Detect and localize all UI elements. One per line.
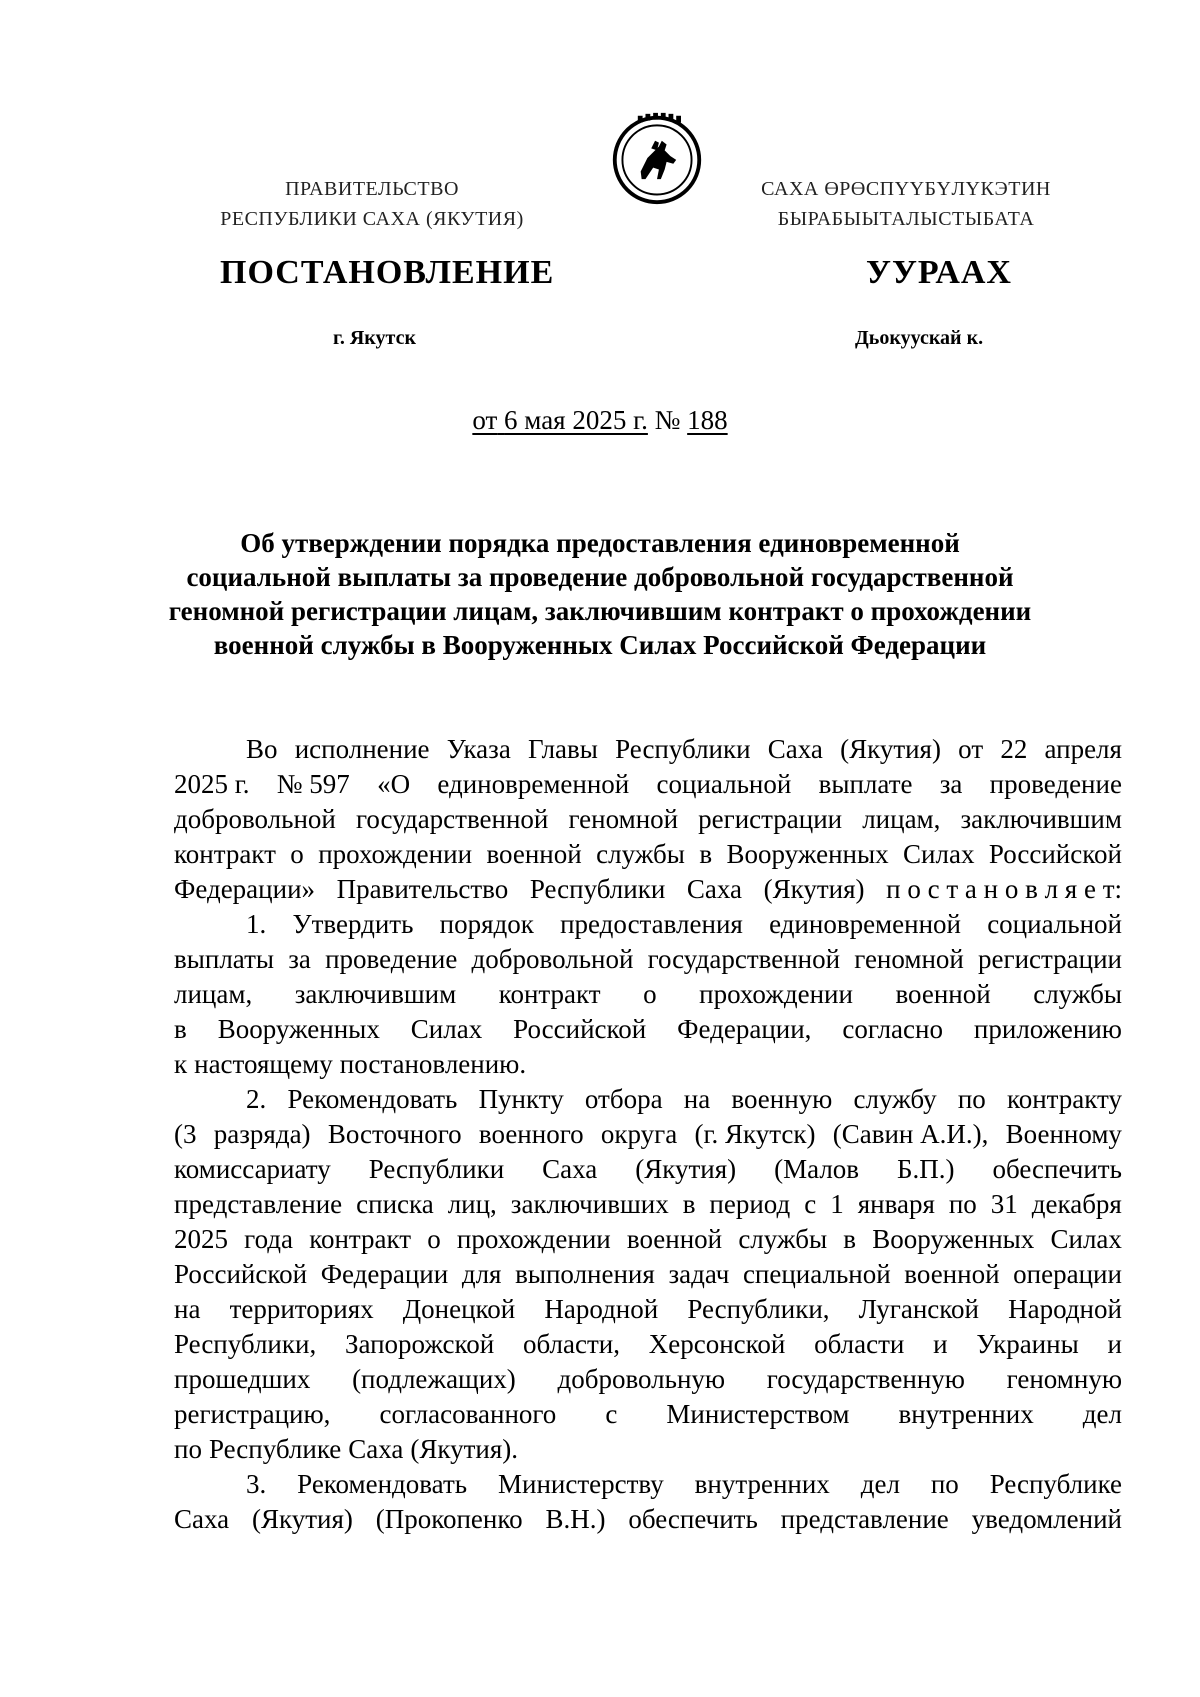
body-word: 2025 xyxy=(174,1224,228,1254)
body-word: представление xyxy=(780,1504,949,1534)
document-body xyxy=(174,732,1122,1537)
body-word: прошедших xyxy=(174,1364,311,1394)
body-word: представление xyxy=(174,1189,343,1219)
body-word: дел xyxy=(860,1469,900,1499)
body-word: на xyxy=(174,1294,201,1324)
body-word: проведение xyxy=(325,944,458,974)
body-word: социальной xyxy=(656,769,792,799)
body-word: лиц, xyxy=(447,1189,497,1219)
body-word: Рекомендовать xyxy=(297,1469,468,1499)
body-word: геномной xyxy=(568,804,679,834)
body-word: Российской xyxy=(174,1259,308,1289)
doc-type-yakut: УУРААХ xyxy=(866,254,1012,291)
body-word: Российской xyxy=(988,839,1122,869)
body-line xyxy=(174,1432,1122,1467)
body-line xyxy=(174,1047,1122,1082)
body-word: прохождении xyxy=(318,839,473,869)
body-word: Вооруженных xyxy=(217,1014,380,1044)
body-word: службы xyxy=(596,839,685,869)
body-word: Министерством xyxy=(666,1399,850,1429)
body-word: 2025 г. xyxy=(174,769,250,799)
body-word: от xyxy=(958,734,984,764)
body-word: внутренних xyxy=(694,1469,830,1499)
body-word: к xyxy=(174,1049,188,1079)
body-word: Во xyxy=(246,734,278,764)
body-word: в xyxy=(699,839,713,869)
body-word: (Якутия). xyxy=(410,1434,519,1464)
body-word: 22 xyxy=(1000,734,1028,764)
body-word: Саха xyxy=(348,1434,404,1464)
government-name-russian xyxy=(172,174,572,234)
body-word: единовременной xyxy=(769,909,961,939)
body-word: согласно xyxy=(842,1014,943,1044)
body-word: службы xyxy=(738,1224,828,1254)
body-line xyxy=(174,802,1122,837)
body-line xyxy=(174,1012,1122,1047)
body-word: Федерации xyxy=(320,1259,449,1289)
body-line xyxy=(174,1327,1122,1362)
body-word: (Якутия) xyxy=(840,734,941,764)
body-word: контракт xyxy=(174,839,276,869)
body-word: (Якутия) xyxy=(635,1154,737,1184)
body-word: п о с т а н о в л я е т: xyxy=(886,874,1122,904)
body-line xyxy=(174,1397,1122,1432)
body-word: территориях xyxy=(229,1294,374,1324)
body-word: области, xyxy=(522,1329,620,1359)
body-word: разряда) xyxy=(213,1119,311,1149)
body-word: задач xyxy=(668,1259,730,1289)
body-word: Утвердить xyxy=(292,909,414,939)
body-word: Республике xyxy=(208,1434,342,1464)
body-line xyxy=(174,1187,1122,1222)
body-word: Республики, xyxy=(174,1329,317,1359)
body-word: добровольной xyxy=(174,804,336,834)
header-left-line-1: ПРАВИТЕЛЬСТВО xyxy=(285,178,459,200)
body-line xyxy=(174,872,1122,907)
body-word: по xyxy=(948,1189,977,1219)
body-word: и xyxy=(933,1329,948,1359)
body-word: (Якутия) xyxy=(251,1504,353,1534)
body-word: Б.П.) xyxy=(897,1154,955,1184)
body-word: заключившим xyxy=(294,979,457,1009)
body-word: добровольной xyxy=(471,944,634,974)
document-number: 188 xyxy=(687,405,728,435)
body-word: дел xyxy=(1082,1399,1122,1429)
body-word: государственную xyxy=(766,1364,965,1394)
body-word: Российской xyxy=(513,1014,647,1044)
title-line: военной службы в Вооруженных Силах Российской Федерации xyxy=(213,630,987,660)
body-word: регистрации xyxy=(698,804,843,834)
body-word: геномной xyxy=(854,944,964,974)
body-word: с xyxy=(605,1399,618,1429)
body-word: военной xyxy=(626,1224,723,1254)
body-word: (3 xyxy=(174,1119,197,1149)
body-word: за xyxy=(288,944,311,974)
body-word: Народной xyxy=(544,1294,659,1324)
body-word: (подлежащих) xyxy=(352,1364,516,1394)
body-word: регистрации xyxy=(978,944,1122,974)
body-word: государственной xyxy=(355,804,549,834)
body-word: (г. Якутск) xyxy=(694,1119,816,1149)
body-word: Пункту xyxy=(478,1084,564,1114)
body-word: единовременной xyxy=(437,769,630,799)
body-word: внутренних xyxy=(898,1399,1034,1429)
body-word: заключивших xyxy=(510,1189,669,1219)
body-word: выполнения xyxy=(515,1259,655,1289)
body-word: округа xyxy=(600,1119,678,1149)
body-word: Саха xyxy=(174,1504,230,1534)
body-word: Министерству xyxy=(498,1469,664,1499)
body-word: о xyxy=(427,1224,441,1254)
document-title xyxy=(150,526,1050,662)
body-line xyxy=(174,1222,1122,1257)
government-name-yakut xyxy=(706,174,1106,234)
body-word: контракт xyxy=(498,979,601,1009)
body-word: Главы xyxy=(528,734,598,764)
title-line: геномной регистрации лицам, заключившим контракт о прохождении xyxy=(168,596,1032,626)
body-word: контракт xyxy=(309,1224,412,1254)
body-word: военного xyxy=(478,1119,584,1149)
body-word: для xyxy=(461,1259,502,1289)
body-word: 2. xyxy=(246,1084,267,1114)
document-date-number xyxy=(0,405,1200,436)
body-word: 1 xyxy=(830,1189,844,1219)
header-left-line-2: РЕСПУБЛИКИ САХА (ЯКУТИЯ) xyxy=(220,208,524,230)
body-word: военной xyxy=(895,979,991,1009)
body-word: Запорожской xyxy=(344,1329,495,1359)
number-sign: № xyxy=(654,405,681,435)
body-word: января xyxy=(857,1189,935,1219)
body-word: по xyxy=(957,1084,986,1114)
body-word: Народной xyxy=(1008,1294,1122,1324)
body-word: операции xyxy=(1013,1259,1122,1289)
body-line xyxy=(174,942,1122,977)
body-word: 3. xyxy=(246,1469,267,1499)
body-word: № 597 xyxy=(276,769,350,799)
body-word: государственной xyxy=(647,944,841,974)
body-line xyxy=(174,1257,1122,1292)
body-word: специальной xyxy=(742,1259,891,1289)
body-word: предоставления xyxy=(560,909,743,939)
body-word: заключившим xyxy=(960,804,1122,834)
body-word: Саха xyxy=(767,734,823,764)
body-word: проведение xyxy=(989,769,1122,799)
body-word: лицам, xyxy=(174,979,253,1009)
body-word: 1. xyxy=(246,909,267,939)
body-word: Украины xyxy=(976,1329,1079,1359)
body-word: списка xyxy=(356,1189,434,1219)
body-word: постановлению. xyxy=(339,1049,527,1079)
body-line xyxy=(174,977,1122,1012)
body-line xyxy=(174,907,1122,942)
body-word: обеспечить xyxy=(628,1504,758,1534)
doc-type-russian: ПОСТАНОВЛЕНИЕ xyxy=(220,254,555,291)
body-word: Силах xyxy=(903,839,975,869)
body-word: (Савин А.И.), xyxy=(832,1119,989,1149)
body-word: исполнение xyxy=(294,734,430,764)
body-word: по xyxy=(174,1434,202,1464)
body-line xyxy=(174,1152,1122,1187)
body-word: военной xyxy=(486,839,582,869)
body-word: на xyxy=(683,1084,711,1114)
body-word: Федерации» xyxy=(174,874,316,904)
header-right-line-2: БЫРАБЫЫТАЛЫСТЫБАТА xyxy=(777,208,1035,230)
body-line xyxy=(174,1467,1122,1502)
body-line xyxy=(174,1082,1122,1117)
coat-of-arms-emblem xyxy=(609,110,705,206)
body-word: декабря xyxy=(1031,1189,1122,1219)
body-word: о xyxy=(643,979,657,1009)
body-word: по xyxy=(930,1469,959,1499)
body-word: Саха xyxy=(686,874,743,904)
body-word: Херсонской xyxy=(648,1329,786,1359)
body-line xyxy=(174,1292,1122,1327)
title-line: социальной выплаты за проведение добровольной государственной xyxy=(186,562,1014,592)
body-word: прохождении xyxy=(456,1224,611,1254)
body-word: обеспечить xyxy=(992,1154,1122,1184)
city-yakut: Дьокуускай к. xyxy=(855,327,984,349)
body-word: настоящему xyxy=(194,1049,333,1079)
body-line xyxy=(174,1117,1122,1152)
body-word: В.Н.) xyxy=(545,1504,606,1534)
body-word: комиссариату xyxy=(174,1154,331,1184)
body-word: Федерации, xyxy=(677,1014,812,1044)
body-word: в xyxy=(843,1224,857,1254)
body-word: Вооруженных xyxy=(872,1224,1035,1254)
body-word: уведомлений xyxy=(971,1504,1122,1534)
body-line xyxy=(174,1362,1122,1397)
date-text: 6 мая 2025 г. xyxy=(504,405,648,435)
city-russian: г. Якутск xyxy=(333,327,416,349)
body-word: службу xyxy=(853,1084,937,1114)
body-line xyxy=(174,732,1122,767)
body-word: Военному xyxy=(1005,1119,1122,1149)
body-word: порядок xyxy=(439,909,534,939)
body-word: Силах xyxy=(1050,1224,1122,1254)
body-word: Республики xyxy=(368,1154,505,1184)
body-word: (Якутия) xyxy=(763,874,865,904)
body-word: Восточного xyxy=(327,1119,462,1149)
body-word: добровольную xyxy=(557,1364,726,1394)
body-word: контракту xyxy=(1006,1084,1122,1114)
body-line xyxy=(174,767,1122,802)
body-word: отбора xyxy=(584,1084,663,1114)
body-word: военной xyxy=(904,1259,1000,1289)
body-word: Указа xyxy=(446,734,511,764)
title-line: Об утверждении порядка предоставления единовременной xyxy=(240,528,960,558)
body-word: с xyxy=(804,1189,817,1219)
body-word: лицам, xyxy=(862,804,941,834)
body-word: приложению xyxy=(973,1014,1122,1044)
body-word: Силах xyxy=(410,1014,483,1044)
body-word: регистрацию, xyxy=(174,1399,331,1429)
body-word: согласованного xyxy=(379,1399,557,1429)
body-word: в xyxy=(682,1189,696,1219)
body-word: Республики xyxy=(615,734,751,764)
body-word: 31 xyxy=(990,1189,1018,1219)
header-right-line-1: САХА ӨРӨСПҮҮБҮЛҮКЭТИН xyxy=(761,178,1051,200)
body-word: (Прокопенко xyxy=(375,1504,523,1534)
body-word: в xyxy=(174,1014,187,1044)
body-word: и xyxy=(1107,1329,1122,1359)
body-word: года xyxy=(244,1224,294,1254)
body-word: период xyxy=(709,1189,791,1219)
body-word: Саха xyxy=(542,1154,598,1184)
body-word: Республики, xyxy=(687,1294,830,1324)
body-word: (Малов xyxy=(774,1154,860,1184)
body-word: «О xyxy=(377,769,411,799)
body-word: выплате xyxy=(818,769,913,799)
body-word: Луганской xyxy=(858,1294,979,1324)
body-word: апреля xyxy=(1044,734,1122,764)
body-word: о xyxy=(290,839,304,869)
body-word: области xyxy=(814,1329,905,1359)
body-word: за xyxy=(939,769,963,799)
body-word: Вооруженных xyxy=(726,839,889,869)
body-word: Рекомендовать xyxy=(287,1084,458,1114)
body-word: социальной xyxy=(987,909,1122,939)
date-prefix: от xyxy=(472,405,498,435)
body-word: военную xyxy=(731,1084,833,1114)
body-word: геномную xyxy=(1006,1364,1122,1394)
body-word: Республики xyxy=(529,874,666,904)
body-word: Правительство xyxy=(336,874,509,904)
body-word: службы xyxy=(1033,979,1122,1009)
body-word: выплаты xyxy=(174,944,275,974)
body-line xyxy=(174,1502,1122,1537)
body-word: Республике xyxy=(989,1469,1122,1499)
body-line xyxy=(174,837,1122,872)
body-word: прохождении xyxy=(699,979,853,1009)
body-word: Донецкой xyxy=(402,1294,516,1324)
